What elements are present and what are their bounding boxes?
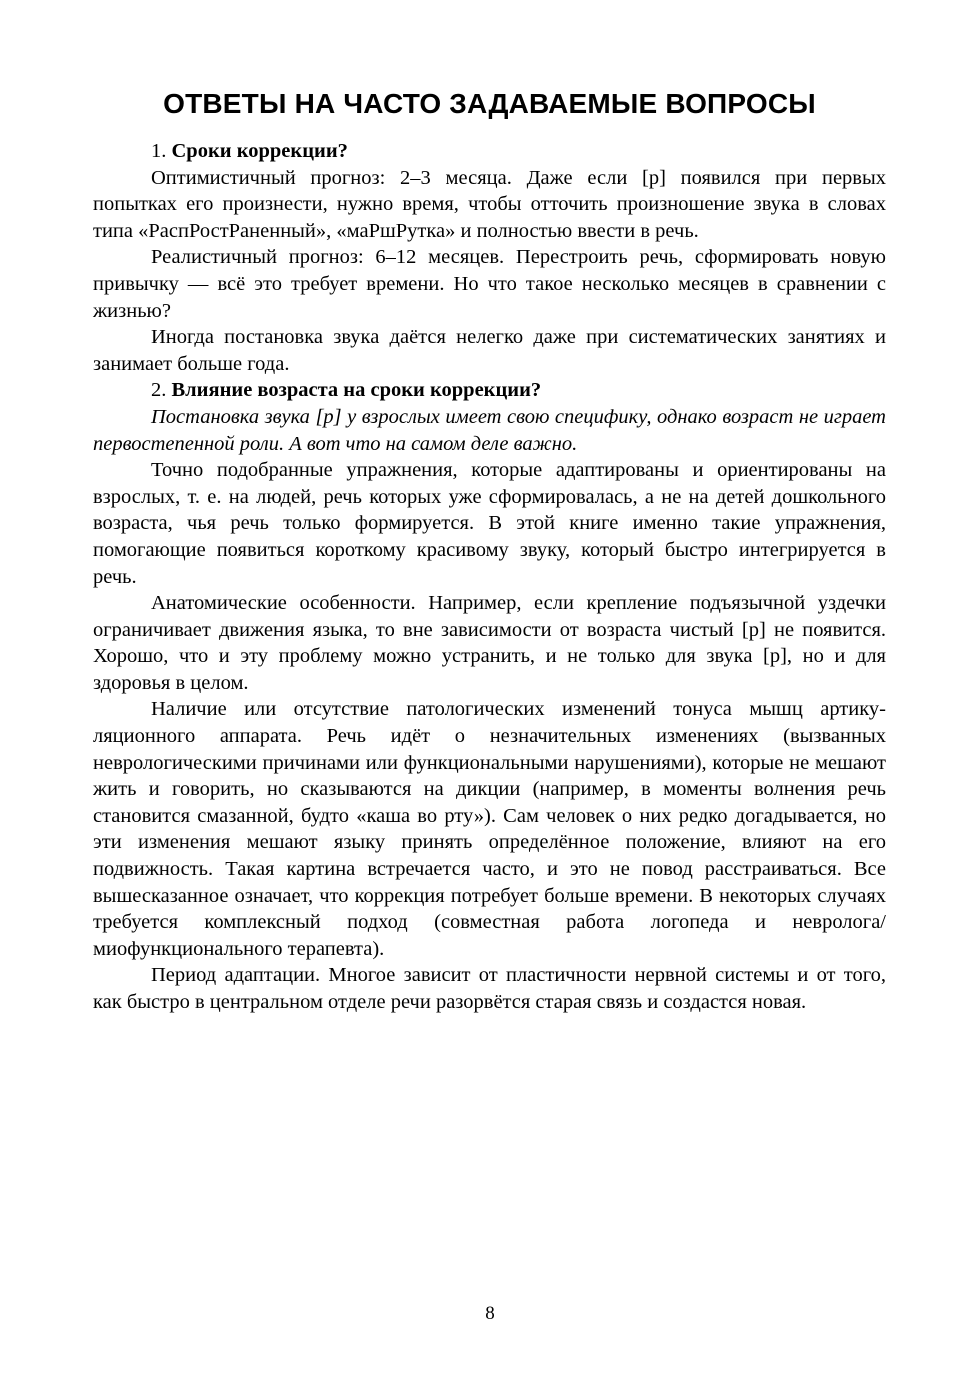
question-2 xyxy=(93,377,886,404)
question-1-number: 1. xyxy=(151,140,167,162)
paragraph-7: Наличие или отсутствие патологических изменений тонуса мышц артикуляционного аппарата. Речь идёт о незначительных изменениях (вызванных неврологическими причинами или функциональными нарушениями), которые не мешают жить и говорить, но сказываются на дикции (например, в моменты волнения речь становится смазанной, будто «каша во рту»). Сам человек о них редко догадывается, но эти изменения мешают языку принять определённое положение, влияют на его подвижность. Такая картина встречается часто, и это не повод расстраиваться. Все вышесказанное означает, что коррекция потребует больше времени. В некоторых случаях требуется комплексный подход (совместная работа логопеда и невролога/миофункционального терапевта). xyxy=(93,698,886,960)
question-1-text: Сроки коррекции? xyxy=(171,140,348,162)
body-text xyxy=(93,138,886,1016)
paragraph-2: Реалистичный прогноз: 6–12 месяцев. Перестроить речь, сформировать новую привычку — всё это требует времени. Но что такое несколько месяцев в сравнении с жизнью? xyxy=(93,246,886,322)
paragraph-5: Точно подобранные упражнения, которые адаптированы и ориентированы на взрослых, т. е. на людей, речь которых уже сформировалась, а не на детей дошкольного возраста, чья речь только формируется. В этой книге именно такие упражнения, помогающие появиться короткому красивому звуку, который быстро интегрируется в речь. xyxy=(93,459,886,588)
page-number: 8 xyxy=(485,1303,495,1324)
paragraph-4-italic: Постановка звука [р] у взрослых имеет свою специфику, однако возраст не играет первостепенной роли. А вот что на самом деле важно. xyxy=(93,405,886,455)
question-2-text: Влияние возраста на сроки коррекции? xyxy=(171,379,542,402)
question-2-number: 2. xyxy=(151,379,167,402)
paragraph-3: Иногда постановка звука даётся нелегко даже при систематических занятиях и занимает больше года. xyxy=(93,326,886,375)
paragraph-1: Оптимистичный прогноз: 2–3 месяца. Даже если [р] появился при первых попытках его произнести, нужно время, чтобы отточить произношение звука в словах типа «РаспРостРаненный», «маРшРутка» и полностью ввести в речь. xyxy=(93,166,886,242)
page-content xyxy=(93,88,886,1016)
paragraph-8: Период адаптации. Многое зависит от пластичности нервной системы и от того, как быстро в центральном отделе речи разорвётся старая связь и создастся новая. xyxy=(93,964,886,1013)
paragraph-6: Анатомические особенности. Например, если крепление подъязычной уздечки ограничивает движения языка, то вне зависимости от возраста чистый [р] не появится. Хорошо, что и эту проблему можно устранить, и не только для звука [р], но и для здоровья в целом. xyxy=(93,592,886,694)
question-1 xyxy=(93,138,886,165)
page-title: ОТВЕТЫ НА ЧАСТО ЗАДАВАЕМЫЕ ВОПРОСЫ xyxy=(163,88,816,119)
